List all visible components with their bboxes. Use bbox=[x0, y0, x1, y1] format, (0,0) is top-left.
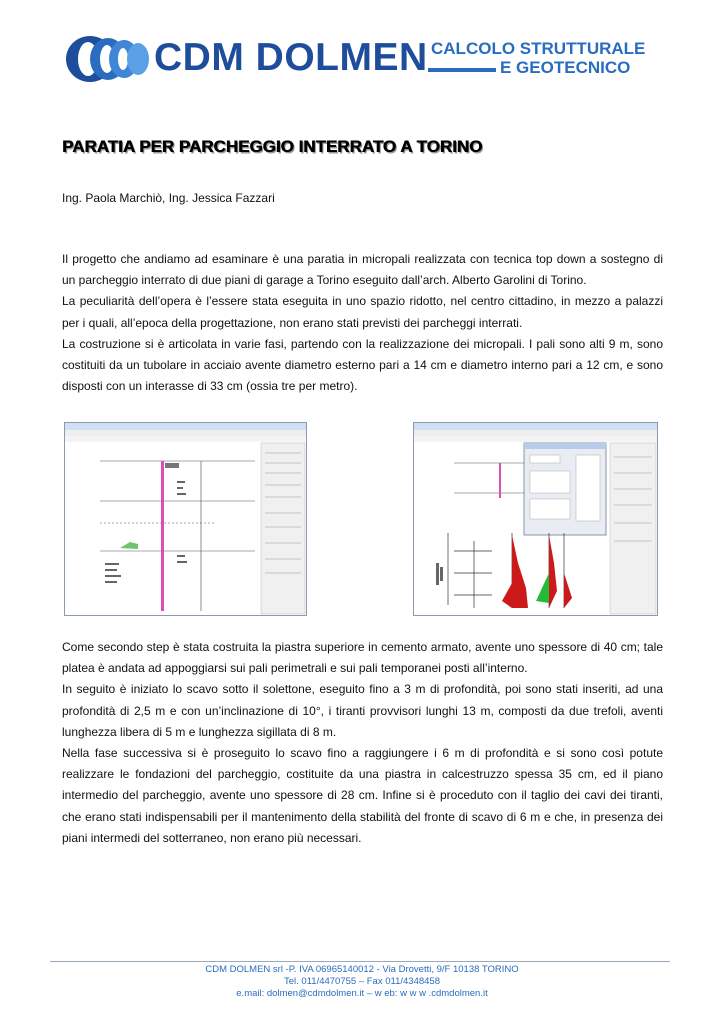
paragraph: Nella fase successiva si è proseguito lo scavo fino a raggiungere i 6 m di profondità e si sono così potute realizzare le fondazioni del parcheggio, costituite da una piastra in calcestruzzo spessa 35 cm, ed il piano intermedio del parcheggio, avente uno spessore di 28 cm. Infine si è proceduto con il taglio dei cavi dei tiranti, che erano stati indispensabili per il mantenimento della stabilità del fronte di scavo di 6 m e che, in presenza dei piani intermedi del sotterraneo, non erano più necessari. bbox=[62, 746, 663, 845]
company-tagline-1: CALCOLO STRUTTURALE bbox=[431, 39, 646, 58]
footer-divider bbox=[50, 961, 670, 962]
footer-company-info: CDM DOLMEN srl -P. IVA 06965140012 - Via Drovetti, 9/F 10138 TORINO bbox=[205, 964, 519, 975]
article-authors: Ing. Paola Marchiò, Ing. Jessica Fazzari bbox=[62, 191, 275, 205]
paragraph: In seguito è iniziato lo scavo sotto il solettone, eseguito fino a 3 m di profondità, poi sono stati inseriti, ad una profondità di 2,5 m e con un’inclinazione di 10°, i tiranti provvisori lunghi 13 m, composti da due trefoli, aventi lunghezza libera di 5 m e lunghezza sigillata di 8 m. bbox=[62, 682, 663, 739]
article-title: PARATIA PER PARCHEGGIO INTERRATO A TORINO bbox=[62, 137, 483, 156]
logo-mark-icon bbox=[66, 35, 150, 83]
software-screenshot-wall-model bbox=[64, 422, 307, 616]
body-text-top bbox=[62, 249, 663, 397]
footer-phone-fax: Tel. 011/4470755 – Fax 011/4348458 bbox=[284, 976, 440, 987]
tagline-rule bbox=[428, 68, 496, 72]
company-tagline-2: E GEOTECNICO bbox=[500, 58, 631, 77]
software-screenshot-diagrams bbox=[413, 422, 658, 616]
footer-email-web: e.mail: dolmen@cdmdolmen.it – w eb: w w w .cdmdolmen.it bbox=[236, 988, 488, 999]
paragraph: La peculiarità dell’opera è l’essere stata eseguita in uno spazio ridotto, nel centro cittadino, in mezzo a palazzi per i quali, all’epoca della progettazione, non erano stati previsti dei parcheggi interrati. bbox=[62, 294, 663, 330]
paragraph: Come secondo step è stata costruita la piastra superiore in cemento armato, avente uno spessore di 40 cm; tale platea è andata ad appoggiarsi sui pali perimetrali e sui pali temporanei posti all’interno. bbox=[62, 640, 663, 676]
paragraph: Il progetto che andiamo ad esaminare è una paratia in micropali realizzata con tecnica top down a sostegno di un parcheggio interrato di due piani di garage a Torino eseguito dall’arch. Alberto Garolini di Torino. bbox=[62, 252, 663, 288]
body-text-bottom bbox=[62, 637, 663, 849]
company-logo bbox=[66, 33, 646, 85]
company-name: CDM DOLMEN bbox=[154, 36, 428, 79]
paragraph: La costruzione si è articolata in varie fasi, partendo con la realizzazione dei micropali. I pali sono alti 9 m, sono costituiti da un tubolare in acciaio avente diametro esterno pari a 14 cm e diametro interno pari a 12 cm, e sono disposti con un interasse di 33 cm (ossia tre per metro). bbox=[62, 336, 663, 394]
